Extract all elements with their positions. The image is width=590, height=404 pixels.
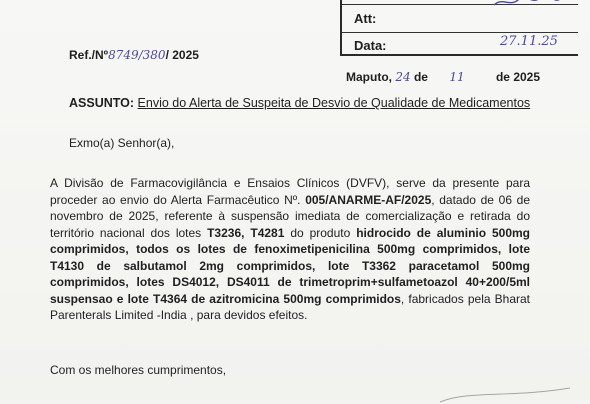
data-label: Data:	[354, 38, 387, 53]
stamp-divider	[342, 32, 578, 33]
year: 2025	[513, 70, 541, 84]
lot-numbers: T3236, T4281	[207, 225, 285, 240]
handwritten-signature	[492, 0, 562, 9]
reference-number	[69, 48, 199, 62]
alert-number: 005/ANARME-AF/2025	[305, 192, 432, 207]
place-date	[346, 70, 540, 84]
de-1: de	[413, 70, 428, 84]
ref-year: / 2025	[165, 48, 199, 62]
month-handwritten: 11	[449, 70, 465, 84]
subject-line	[69, 96, 530, 110]
product-list: hidrocido de aluminio 500mg comprimidos, todos os lotes de fenoximetipenicilina 500mg comprimidos, lote T4130 de salbutamol 2mg comprimidos, lote T3362 paracetamol 500mg comprimidos, lotes DS4012, DS4011 de trimetroprim+sulfametoazol 40+200/5ml suspensao e lote T4364 de azitromicina 500mg comprimidos	[50, 225, 530, 306]
ref-handwritten: 8749/380	[108, 48, 166, 62]
subject-text: Envio do Alerta de Suspeita de Desvio de Qualidade de Medicamentos	[137, 96, 531, 110]
day-handwritten: 24	[395, 70, 411, 84]
body-part-1: A Divisão de Farmacovigilância e Ensaios Clínicos (DVFV), serve da presente para proceder ao envio do Alerta Farmacêutico Nº.	[50, 176, 530, 207]
city: Maputo,	[346, 70, 392, 84]
ref-label: Ref./Nº	[69, 48, 109, 62]
reception-stamp	[340, 0, 578, 56]
greeting: Exmo(a) Senhor(a),	[69, 136, 175, 150]
subject-label: ASSUNTO:	[69, 96, 135, 110]
letter-body	[50, 175, 530, 324]
att-label: Att:	[354, 11, 377, 26]
body-part-5: do produto	[284, 225, 357, 240]
handwritten-date: 27.11.25	[500, 34, 558, 49]
closing: Com os melhores cumprimentos,	[50, 363, 227, 377]
signature-mark	[430, 384, 580, 404]
body-part-7: , fabricados pela Bharat Parenterals Limited -India , para devidos efeitos.	[50, 291, 531, 322]
body-part-3: , datado de 06 de novembro de 2025, referente à suspensão imediata de comercialização e retirada do território nacional dos lotes	[50, 192, 531, 240]
de-2: de	[495, 70, 510, 84]
